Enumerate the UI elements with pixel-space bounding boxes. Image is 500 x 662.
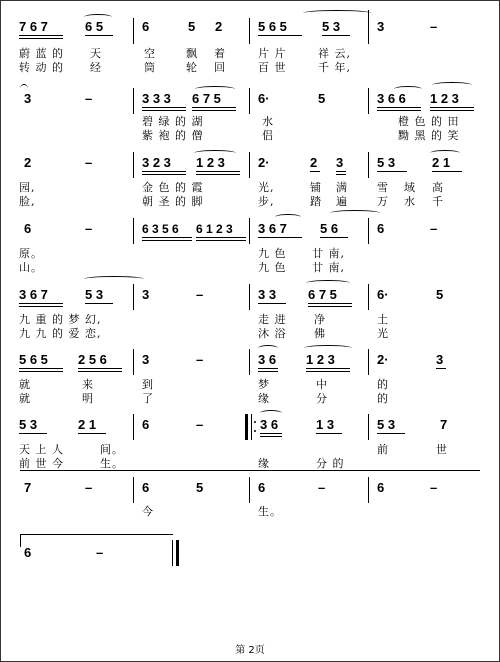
lyric: 轮: [186, 61, 198, 74]
lyric: 廿 南,: [312, 261, 345, 274]
note: 3: [436, 352, 444, 367]
final-barline: [176, 540, 179, 566]
bar-line: [133, 18, 134, 44]
note: –: [196, 352, 204, 367]
slur: [84, 276, 144, 282]
bar-line: [249, 284, 250, 310]
lyric: 黝 黑 的 笑: [398, 129, 460, 142]
lyric: 走 进: [258, 313, 287, 326]
underline: [78, 368, 122, 369]
underline: [19, 38, 63, 39]
note: –: [430, 19, 438, 34]
underline: [258, 368, 278, 369]
note: –: [85, 91, 93, 106]
note: 5: [188, 19, 196, 34]
bar-line: [133, 284, 134, 310]
note: 6·: [258, 91, 270, 106]
bar-line: [133, 88, 134, 114]
lyric: 山。: [19, 261, 43, 274]
underline: [142, 240, 192, 241]
underline: [430, 110, 474, 111]
note: 6·: [377, 287, 389, 302]
note: 2: [310, 155, 318, 170]
note: 3: [142, 352, 150, 367]
note: 6: [24, 545, 32, 560]
lyric: 筒: [144, 61, 156, 74]
note: 7: [440, 417, 448, 432]
lyric: 梦: [258, 378, 270, 391]
slur: [195, 86, 235, 92]
lyric: 水: [404, 195, 416, 208]
lyric: 光: [377, 327, 389, 340]
note: 1 2 3: [430, 91, 459, 106]
note: 7 6 7: [19, 19, 48, 34]
note: 6: [142, 480, 150, 495]
bar-line: [133, 349, 134, 375]
lyric: 踏: [310, 195, 322, 208]
repeat-barline: [245, 414, 248, 440]
slur: [84, 14, 112, 20]
note: 3: [24, 91, 32, 106]
note: 5 6 5: [19, 352, 48, 367]
lyric: 千 年,: [318, 61, 351, 74]
lyric: 间。: [100, 443, 124, 456]
lyric: 世: [436, 443, 448, 456]
lyric: 来: [82, 378, 94, 391]
underline: [260, 433, 282, 434]
note: 3 3 3: [142, 91, 171, 106]
lyric: 步,: [258, 195, 275, 208]
note: 2·: [377, 352, 389, 367]
note: 6 5: [85, 19, 104, 34]
lyric: 中: [316, 378, 328, 391]
repeat-dot: [254, 421, 256, 423]
underline: [78, 371, 122, 372]
note: –: [196, 287, 204, 302]
lyric: 就: [19, 392, 31, 405]
lyric: 九 重 的 梦 幻,: [19, 313, 102, 326]
bar-line: [368, 414, 369, 440]
lyric: 脸,: [19, 195, 36, 208]
underline: [142, 107, 186, 108]
note: 5: [318, 91, 326, 106]
note: 5 6 5: [258, 19, 287, 34]
note: 6 3 5 6: [142, 222, 179, 236]
lyric: 九 九 的 爱 恋,: [19, 327, 102, 340]
lyric: 橙 色 的 田: [398, 115, 460, 128]
underline: [432, 171, 462, 172]
bar-line: [133, 414, 134, 440]
underline: [192, 107, 236, 108]
note: 3: [377, 19, 385, 34]
lyric: 金 色 的 霞: [142, 181, 204, 194]
bar-line: [172, 540, 173, 566]
lyric: 生。: [258, 505, 282, 518]
slur: [432, 82, 472, 88]
note: 5 3: [19, 417, 38, 432]
slur: [303, 10, 371, 16]
underline: [308, 303, 352, 304]
note: 2 5 6: [78, 352, 107, 367]
repeat-dot: [254, 430, 256, 432]
note: 2: [24, 155, 32, 170]
lyric: 百 世: [258, 61, 287, 74]
note: 3 6: [260, 417, 279, 432]
underline: [377, 171, 407, 172]
note: 3: [142, 287, 150, 302]
underline: [142, 171, 186, 172]
lyric: 到: [142, 378, 154, 391]
lyric: 千: [432, 195, 444, 208]
note: 3 6 6: [377, 91, 406, 106]
lyric: 着: [214, 47, 226, 60]
note: 1 2 3: [196, 155, 225, 170]
underline: [142, 110, 186, 111]
lyric: 空: [144, 47, 156, 60]
lyric: 净: [314, 313, 326, 326]
note: 2: [215, 19, 223, 34]
note: –: [196, 417, 204, 432]
underline: [258, 371, 278, 372]
note: 6 1 2 3: [196, 222, 233, 236]
note: 3: [336, 155, 344, 170]
note: 6: [258, 480, 266, 495]
slur: [330, 210, 380, 216]
bar-line: [133, 152, 134, 178]
lyric: 万: [377, 195, 389, 208]
underline: [336, 171, 346, 172]
lyric: 分: [316, 392, 328, 405]
lyric: 经: [90, 61, 102, 74]
slur: [260, 410, 282, 416]
bar-line: [249, 218, 250, 244]
underline: [316, 433, 342, 434]
note: –: [430, 480, 438, 495]
lyric: 遍: [336, 195, 348, 208]
lyric: 天: [90, 47, 102, 60]
note: 2 1: [78, 417, 97, 432]
lyric: 雪: [377, 181, 389, 194]
underline: [258, 303, 286, 304]
note: 1 3: [316, 417, 335, 432]
lyric: 廿 南,: [312, 247, 345, 260]
lyric: 缘: [258, 457, 270, 470]
underline: [196, 174, 240, 175]
bar-line: [368, 284, 369, 310]
lyric: 域: [404, 181, 416, 194]
lyric: 明: [82, 392, 94, 405]
note: 2 1: [432, 155, 451, 170]
lyric: 光,: [258, 181, 275, 194]
note: 3 6 7: [258, 221, 287, 236]
note: 5 3: [85, 287, 104, 302]
note: 6: [377, 480, 385, 495]
lyric: 原。: [19, 247, 43, 260]
note: 6: [142, 19, 150, 34]
volta-bracket: [20, 470, 480, 481]
underline: [258, 237, 302, 238]
lyric: 了: [142, 392, 154, 405]
note: 2·: [258, 155, 270, 170]
slur: [275, 214, 301, 220]
lyric: 的: [377, 392, 389, 405]
lyric: 飘: [186, 47, 198, 60]
underline: [320, 237, 348, 238]
lyric: 祥 云,: [318, 47, 351, 60]
slur: [394, 86, 422, 92]
note: 5 3: [322, 19, 341, 34]
underline: [258, 35, 302, 36]
lyric: 的: [377, 378, 389, 391]
bar-line: [249, 18, 250, 44]
lyric: 缘: [258, 392, 270, 405]
bar-line: [249, 349, 250, 375]
note: 3 2 3: [142, 155, 171, 170]
slur: [304, 345, 352, 351]
bar-line: [249, 88, 250, 114]
note: 6 7 5: [308, 287, 337, 302]
underline: [308, 306, 352, 307]
note: 5 3: [377, 155, 396, 170]
note: 5 3: [377, 417, 396, 432]
lyric: 生。: [100, 457, 124, 470]
lyric: 前 世 今: [19, 457, 64, 470]
lyric: 水: [262, 115, 274, 128]
underline: [142, 174, 186, 175]
lyric: 沐 浴: [258, 327, 287, 340]
slur: [194, 150, 236, 156]
underline: [377, 110, 421, 111]
underline: [142, 237, 192, 238]
underline: [196, 240, 246, 241]
underline: [19, 306, 63, 307]
underline: [192, 110, 236, 111]
underline: [436, 368, 446, 369]
underline: [85, 303, 113, 304]
note: –: [430, 221, 438, 236]
note: 5 6: [320, 221, 339, 236]
lyric: 朝 圣 的 脚: [142, 195, 204, 208]
lyric: 碧 绿 的 湖: [142, 115, 204, 128]
note: 3 6: [258, 352, 277, 367]
slur: [306, 280, 350, 286]
underline: [377, 107, 421, 108]
underline: [85, 35, 113, 36]
underline: [336, 174, 346, 175]
underline: [19, 433, 47, 434]
lyric: 九 色: [258, 261, 287, 274]
lyric: 分 的: [316, 457, 345, 470]
slur: [430, 150, 460, 156]
lyric: 紫 袍 的 僧: [142, 129, 204, 142]
lyric: 满: [336, 181, 348, 194]
bar-line: [368, 218, 369, 244]
underline: [306, 371, 350, 372]
lyric: 天 上 人: [19, 443, 64, 456]
lyric: 片 片: [258, 47, 287, 60]
bar-line: [368, 88, 369, 114]
underline: [19, 35, 63, 36]
lyric: 土: [377, 313, 389, 326]
underline: [310, 171, 320, 172]
lyric: 铺: [310, 181, 322, 194]
bar-line: [133, 218, 134, 244]
underline: [19, 303, 63, 304]
note: –: [85, 221, 93, 236]
note: –: [85, 480, 93, 495]
underline: [78, 433, 106, 434]
lyric: 园,: [19, 181, 36, 194]
slur: [258, 345, 278, 351]
lyric: 就: [19, 378, 31, 391]
underline: [322, 35, 350, 36]
note: 7: [24, 480, 32, 495]
underline: [196, 237, 246, 238]
note: 3 3: [258, 287, 277, 302]
lyric: 高: [432, 181, 444, 194]
underline: [19, 368, 63, 369]
note: 6: [142, 417, 150, 432]
underline: [430, 107, 474, 108]
underline: [260, 436, 282, 437]
note: 5: [196, 480, 204, 495]
underline: [377, 433, 405, 434]
note: –: [85, 155, 93, 170]
lyric: 侣: [262, 129, 274, 142]
lyric: 佛: [314, 327, 326, 340]
bar-line: [249, 152, 250, 178]
bar-line: [251, 414, 252, 440]
bar-line: [368, 349, 369, 375]
underline: [196, 171, 240, 172]
underline: [306, 368, 350, 369]
note: 1 2 3: [306, 352, 335, 367]
lyric: 回: [214, 61, 226, 74]
lyric: 转 动 的: [19, 61, 64, 74]
note: 5: [436, 287, 444, 302]
note: –: [96, 545, 104, 560]
page-number: 第 2页: [235, 645, 265, 656]
note: 3 6 7: [19, 287, 48, 302]
note: 6: [377, 221, 385, 236]
underline: [19, 371, 63, 372]
lyric: 前: [377, 443, 389, 456]
lyric: 九 色: [258, 247, 287, 260]
note: –: [318, 480, 326, 495]
lyric: 今: [142, 505, 154, 518]
note: 6: [24, 221, 32, 236]
bar-line: [368, 152, 369, 178]
note: 6 7 5: [192, 91, 221, 106]
lyric: 蔚 蓝 的: [19, 47, 64, 60]
